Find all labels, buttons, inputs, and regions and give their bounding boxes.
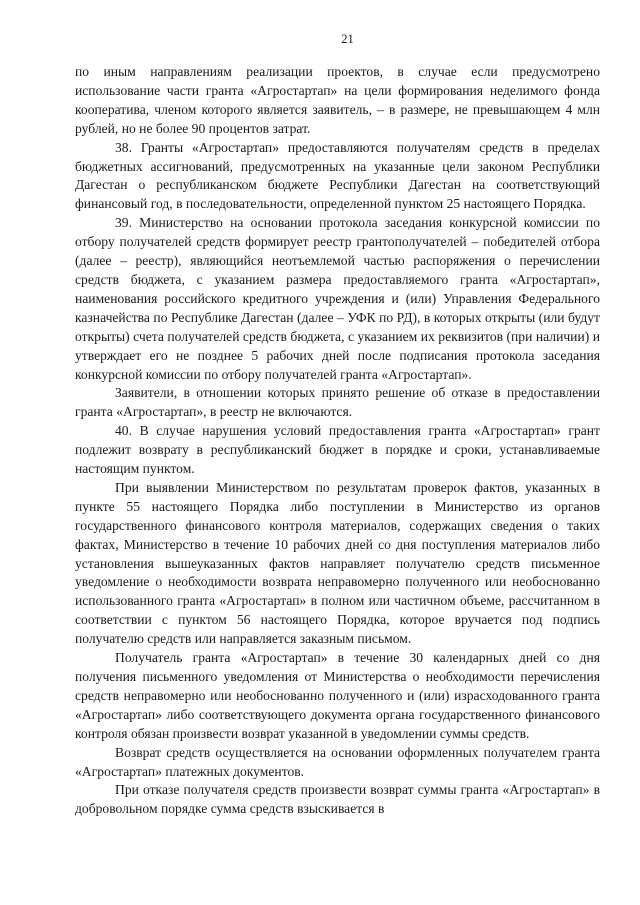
paragraph-refund-documents: Возврат средств осуществляется на основании оформленных получателем гранта «Агростартап» платежных документов. xyxy=(75,744,600,779)
paragraph-continuation: по иным направлениям реализации проектов, в случае если предусмотрено использование части гранта «Агростартап» на цели формирования неделимого фонда кооператива, членом которого является заявитель, – в размере, не превышающем 4 млн рублей, но не более 90 процентов затрат. xyxy=(75,64,600,136)
paragraph-item-40: 40. В случае нарушения условий предоставления гранта «Агростартап» грант подлежит возврату в республиканский бюджет в порядке и сроки, устанавливаемые настоящим пунктом. xyxy=(75,423,600,477)
paragraph-refund-deadline: Получатель гранта «Агростартап» в течение 30 календарных дней со дня получения письменного уведомления от Министерства о необходимости перечисления средств неправомерно или необоснованно полученного и (или) израсходованного гранта «Агростартап» либо соответствующего документа органа государственного финансового контроля обязан произвести возврат указанной в уведомлении суммы средств. xyxy=(75,650,600,741)
paragraph-violation-notice: При выявлении Министерством по результатам проверок фактов, указанных в пункте 55 настоящего Порядка либо поступлении в Министерство из органов государственного финансового контроля материалов, содержащих сведения о таких фактах, Министерство в течение 10 рабочих дней со дня поступления материалов либо установления вышеуказанных фактов направляет получателю средств письменное уведомление о необходимости возврата неправомерно полученного или необоснованно использованного гранта «Агростартап» в полном или частичном объеме, рассчитанном в соответствии с пунктом 56 настоящего Порядка, которое вручается под подпись получателю средств или направляется заказным письмом. xyxy=(75,479,600,647)
document-body xyxy=(75,63,600,819)
paragraph-item-39: 39. Министерство на основании протокола заседания конкурсной комиссии по отбору получателей средств формирует реестр грантополучателей – победителей отбора (далее – реестр), являющийся неотъемлемой частью распоряжения о перечислении средств бюджета, с указанием размера предоставляемого гранта «Агростартап», наименования российского кредитного учреждения и (или) Управления Федерального казначейства по Республике Дагестан (далее – УФК по РД), в которых открыты (или будут открыты) счета получателей средств бюджета, с указанием их реквизитов (при наличии) и утверждает его не позднее 5 рабочих дней после подписания протокола заседания конкурсной комиссии по отбору получателей гранта «Агростартап». xyxy=(75,215,600,382)
paragraph-enforced-recovery: При отказе получателя средств произвести возврат суммы гранта «Агростартап» в добровольном порядке сумма средств взыскивается в xyxy=(75,782,600,817)
page-number: 21 xyxy=(341,32,354,46)
paragraph-exclusion-note: Заявители, в отношении которых принято решение об отказе в предоставлении гранта «Агростартап», в реестр не включаются. xyxy=(75,385,600,420)
paragraph-item-38: 38. Гранты «Агростартап» предоставляются получателям средств в пределах бюджетных ассигнований, предусмотренных на указанные цели законом Республики Дагестан о республиканском бюджете Республики Дагестан на соответствующий финансовый год, в последовательности, определенной пунктом 25 настоящего Порядка. xyxy=(75,139,600,212)
